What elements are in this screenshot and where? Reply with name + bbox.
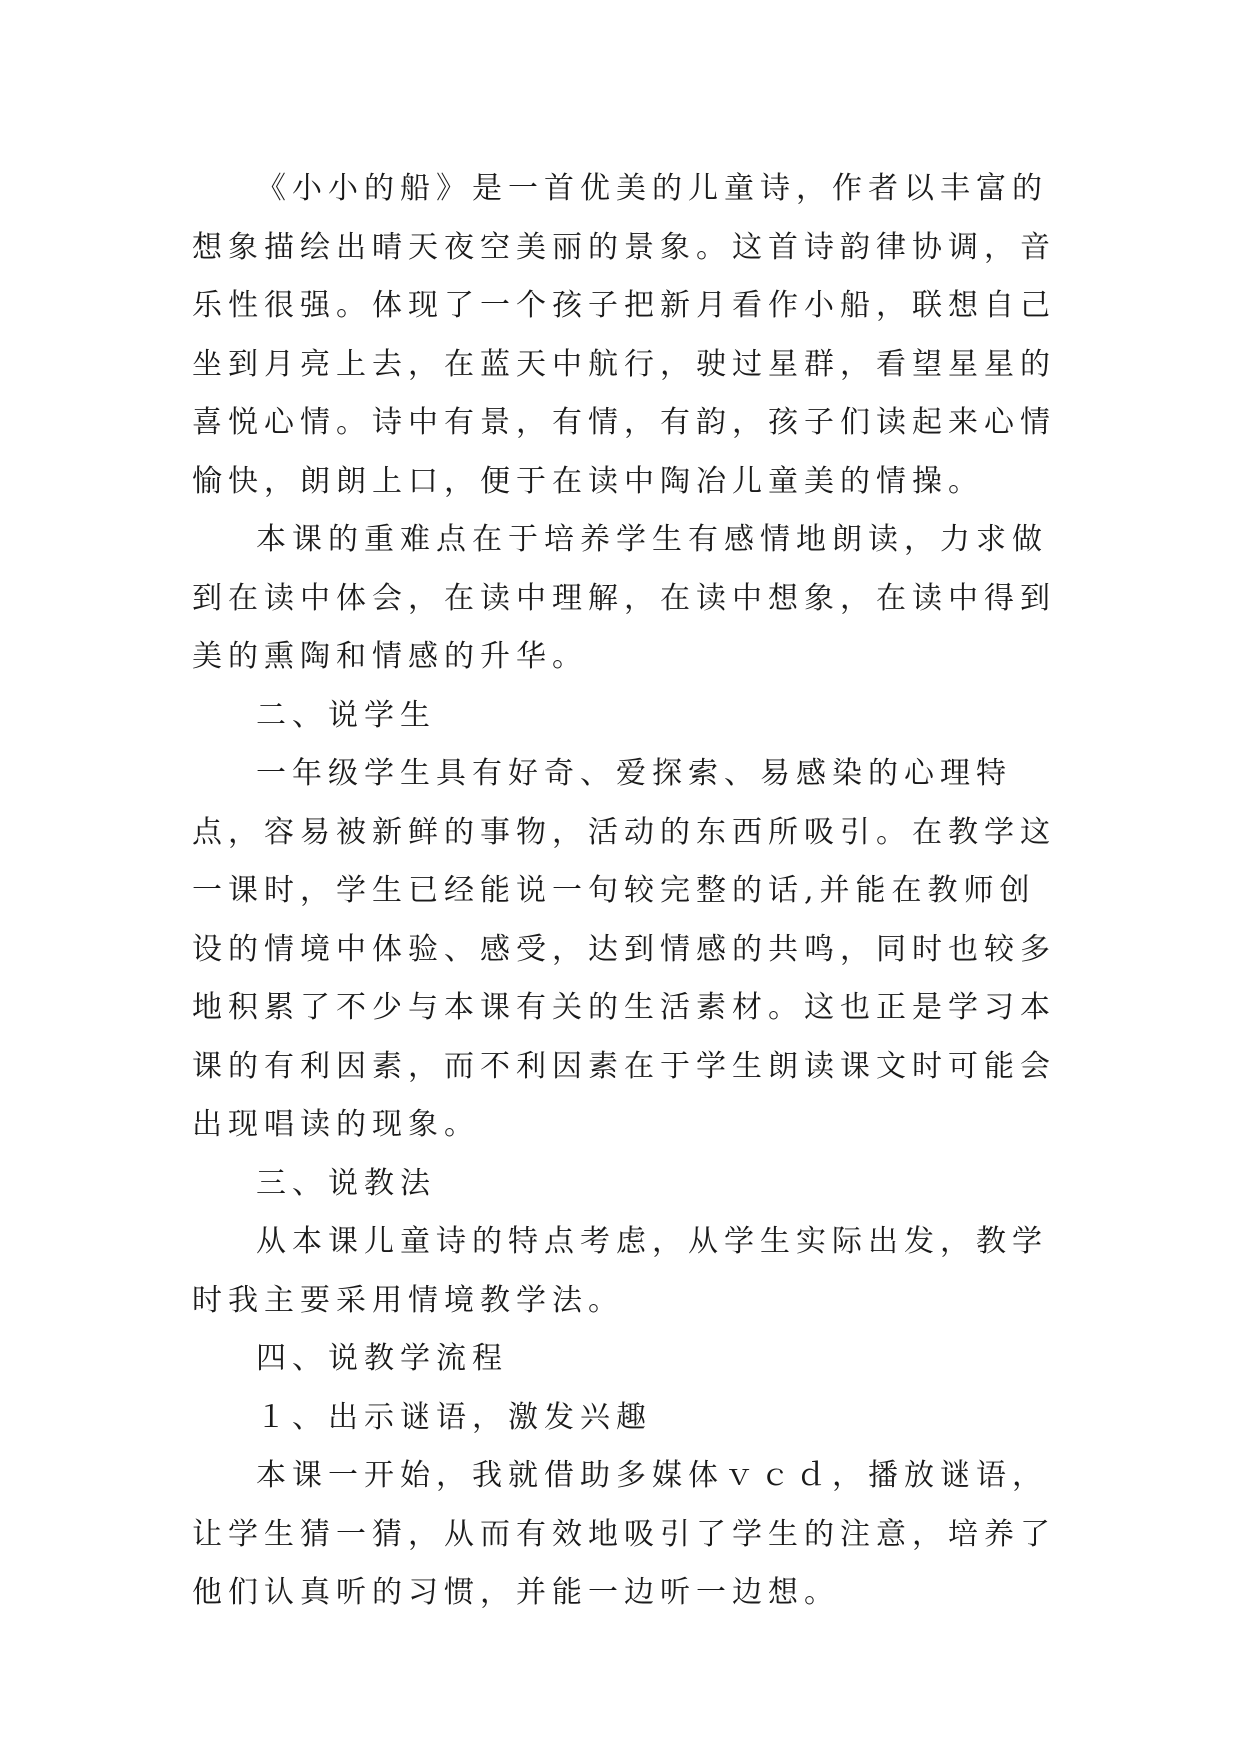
paragraph-key-points: 本课的重难点在于培养学生有感情地朗读，力求做到在读中体会，在读中理解，在读中想象，在读中得到美的熏陶和情感的升华。 xyxy=(192,522,1056,674)
section-heading-teaching-process: 四、说教学流程 xyxy=(256,1341,508,1376)
paragraph-students: 一年级学生具有好奇、爱探索、易感染的心理特点，容易被新鲜的事物，活动的东西所吸引。在教学这一课时，学生已经能说一句较完整的话,并能在教师创设的情境中体验、感受，达到情感的共鸣，同时也较多地积累了不少与本课有关的生活素材。这也正是学习本课的有利因素，而不利因素在于学生朗读课文时可能会出现唱读的现象。 xyxy=(192,756,1056,1142)
section-heading-teaching-method: 三、说教法 xyxy=(256,1165,436,1201)
paragraph-teaching-method: 从本课儿童诗的特点考虑，从学生实际出发，教学时我主要采用情境教学法。 xyxy=(192,1224,1048,1318)
paragraph-riddle: 本课一开始，我就借助多媒体ｖｃｄ，播放谜语，让学生猜一猜，从而有效地吸引了学生的注意，培养了他们认真听的习惯，并能一边听一边想。 xyxy=(192,1458,1056,1610)
section-heading-students: 二、说学生 xyxy=(256,697,436,733)
subsection-heading-riddle: １、出示谜语，激发兴趣 xyxy=(256,1399,652,1435)
paragraph-intro: 《小小的船》是一首优美的儿童诗，作者以丰富的想象描绘出晴天夜空美丽的景象。这首诗韵律协调，音乐性很强。体现了一个孩子把新月看作小船，联想自己坐到月亮上去，在蓝天中航行，驶过星群，看望星星的喜悦心情。诗中有景，有情，有韵，孩子们读起来心情愉快，朗朗上口，便于在读中陶冶儿童美的情操。 xyxy=(192,171,1056,499)
document-body xyxy=(192,160,1062,1623)
